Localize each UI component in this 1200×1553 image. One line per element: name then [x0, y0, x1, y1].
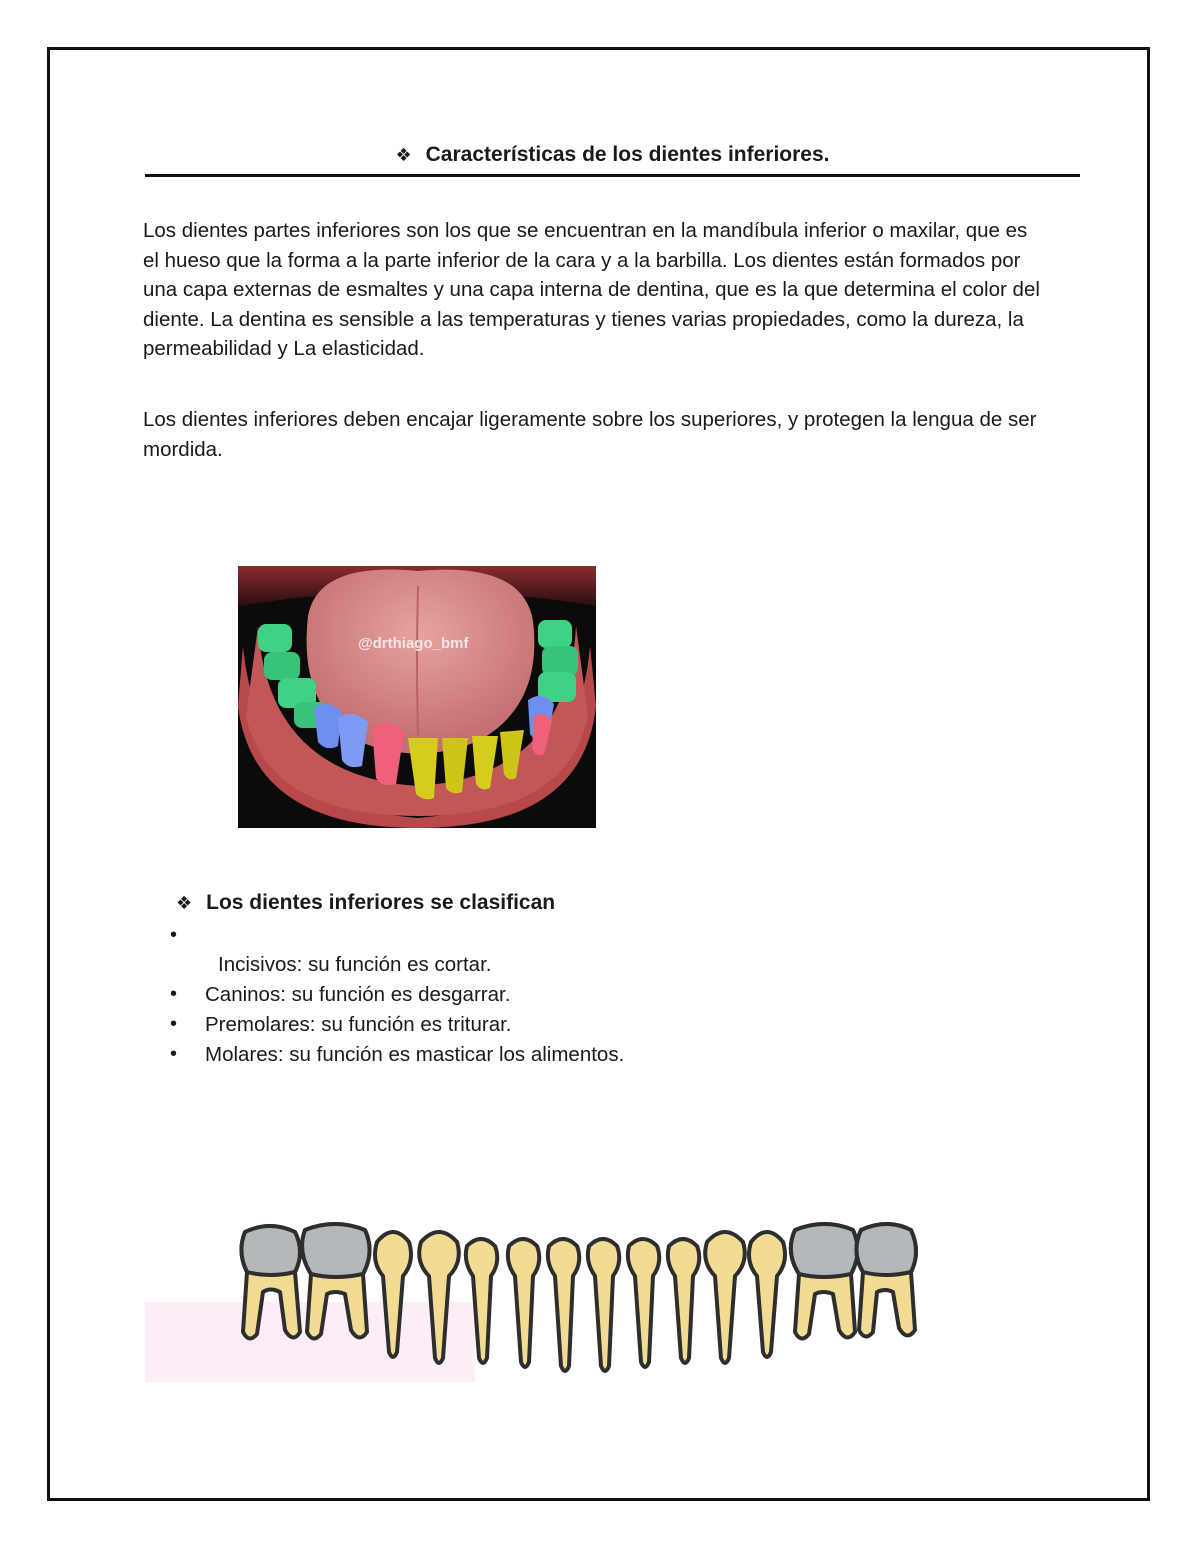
- list-bullet: •: [170, 1043, 178, 1065]
- list-item-premolares: Premolares: su función es triturar.: [205, 1013, 512, 1036]
- section-heading-text: Características de los dientes inferiores.: [425, 143, 830, 166]
- photo-watermark: @drthiago_bmf: [358, 635, 469, 652]
- classification-heading-text: Los dientes inferiores se clasifican: [206, 891, 556, 914]
- second-paragraph: Los dientes inferiores deben encajar ligeramente sobre los superiores, y protegen la lengua de ser mordida.: [143, 408, 1037, 461]
- lower-teeth-drawing: [145, 1212, 970, 1382]
- list-item-incisivos: Incisivos: su función es cortar.: [218, 953, 492, 976]
- lower-teeth-photo: [238, 566, 596, 828]
- diamond-bullet-icon: ❖: [176, 893, 193, 913]
- list-bullet: •: [170, 1013, 178, 1035]
- diamond-bullet-icon: ❖: [395, 145, 412, 165]
- intro-paragraph: Los dientes partes inferiores son los que se encuentran en la mandíbula inferior o maxilar, que es el hueso que la forma a la parte inferior de la cara y a la barbilla. Los dientes están formados por una capa externas de esmaltes y una capa interna de dentina, que es la que determina el color del diente. La dentina es sensible a las temperaturas y tienes varias propiedades, como la dureza, la permeabilidad y La elasticidad.: [143, 219, 1040, 360]
- section-heading: [145, 143, 1080, 167]
- classification-heading: [176, 891, 555, 915]
- list-bullet: •: [170, 983, 178, 1005]
- list-item-molares: Molares: su función es masticar los alimentos.: [205, 1043, 625, 1066]
- list-bullet: •: [170, 924, 178, 946]
- heading-underline: [145, 174, 1080, 177]
- list-item-caninos: Caninos: su función es desgarrar.: [205, 983, 511, 1006]
